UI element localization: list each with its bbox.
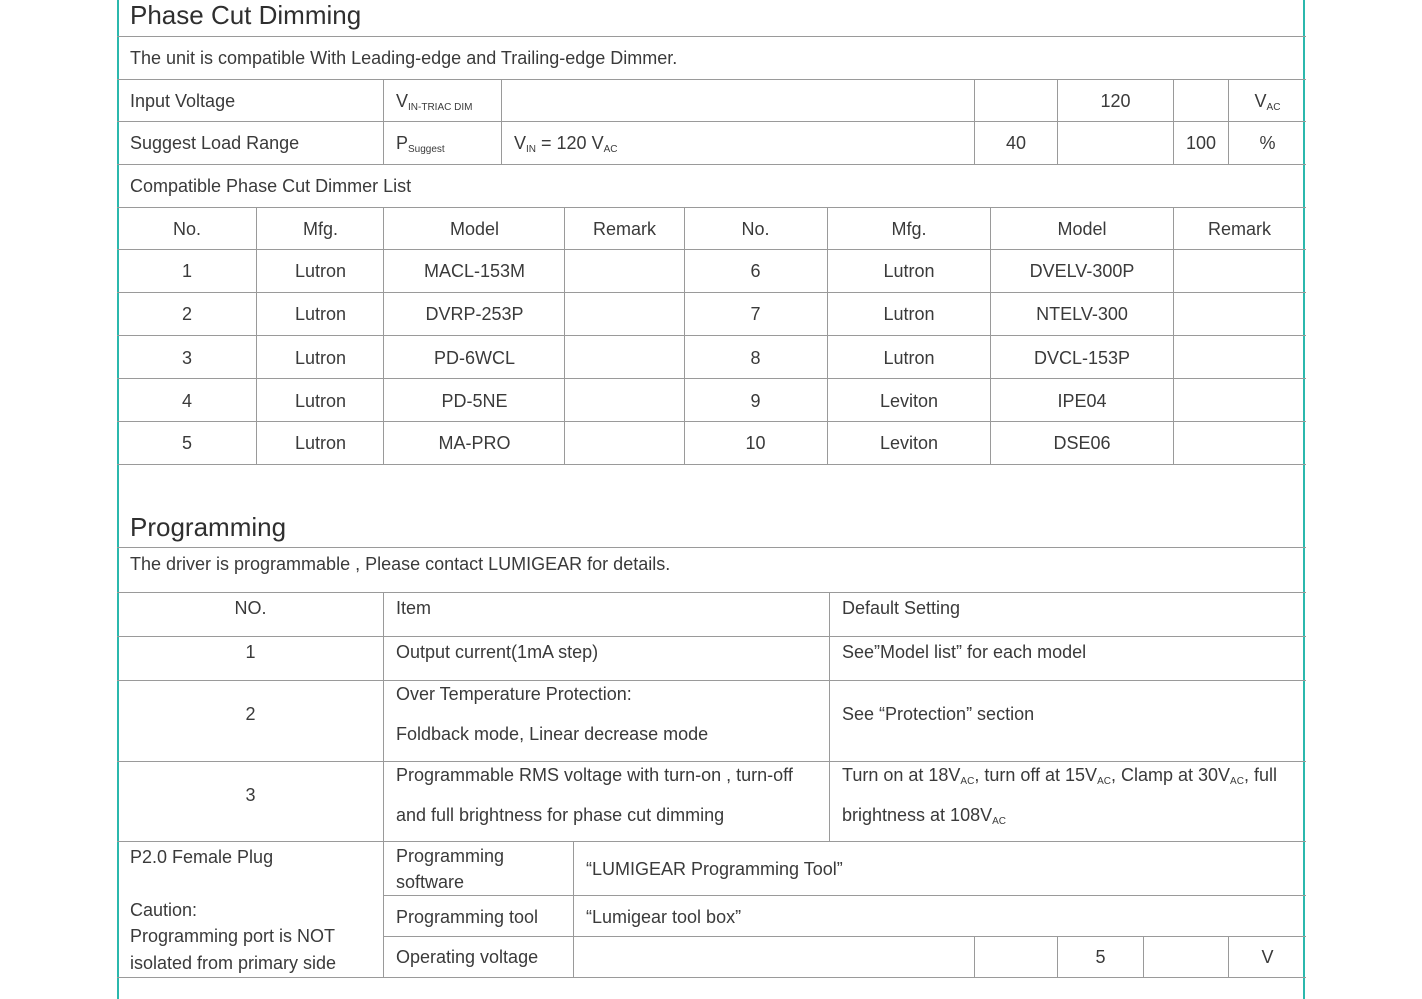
dimmer-no: 1: [181, 261, 192, 281]
dimmer-model: DVRP-253P: [425, 304, 524, 324]
col-header-mfg: Mfg.: [891, 219, 927, 239]
operating-voltage-unit: V: [1261, 947, 1274, 967]
prog-row-item-cont: and full brightness for phase cut dimming: [396, 805, 725, 825]
dimmer-model: MA-PRO: [438, 433, 511, 453]
load-range-symbol: $P_{Suggest}$: [396, 133, 445, 155]
prog-tool-value: “Lumigear tool box”: [586, 907, 742, 927]
col-header-no: No.: [172, 219, 201, 239]
caution-text: Programming port is NOT: [130, 926, 336, 946]
divider: [117, 36, 1306, 37]
divider: [117, 164, 1306, 165]
prog-row-no: 3: [245, 785, 256, 805]
dimmer-no: 7: [750, 304, 761, 324]
programming-title: Programming: [130, 512, 287, 542]
dimmer-no: 10: [745, 433, 766, 453]
dimmer-model: PD-6WCL: [433, 348, 515, 368]
prog-software-label: Programming software: [396, 846, 505, 892]
operating-voltage-label: Operating voltage: [396, 947, 539, 967]
prog-row-no: 1: [245, 642, 256, 662]
dimmer-mfg: Lutron: [294, 261, 347, 281]
dimmer-model: MACL-153M: [423, 261, 526, 281]
load-range-unit: %: [1259, 133, 1276, 153]
phase-compat-note: The unit is compatible With Leading-edge and Trailing-edge Dimmer.: [130, 48, 678, 68]
prog-header-default: Default Setting: [842, 598, 961, 618]
dimmer-mfg: Lutron: [294, 304, 347, 324]
col-header-no: No.: [741, 219, 770, 239]
dimmer-model: DSE06: [1053, 433, 1111, 453]
divider: [117, 121, 1306, 122]
dimmer-mfg: Leviton: [879, 433, 939, 453]
programming-note: The driver is programmable , Please contact LUMIGEAR for details.: [130, 554, 671, 574]
dimmer-no: 3: [181, 348, 192, 368]
dimmer-mfg: Lutron: [294, 348, 347, 368]
dimmer-no: 4: [181, 391, 192, 411]
dimmer-no: 6: [750, 261, 761, 281]
divider: [117, 207, 1306, 208]
input-voltage-max: 120: [1100, 91, 1131, 111]
load-range-min: 40: [1005, 133, 1027, 153]
prog-row-default-cont: brightness at $108V_{AC}$: [842, 805, 1007, 827]
dimmer-model: IPE04: [1057, 391, 1107, 411]
prog-row-item: Over Temperature Protection:: [396, 684, 632, 704]
plug-title: P2.0 Female Plug: [130, 847, 274, 867]
dimmer-list-title: Compatible Phase Cut Dimmer List: [130, 176, 412, 196]
prog-row-no: 2: [245, 704, 256, 724]
dimmer-no: 8: [750, 348, 761, 368]
dimmer-no: 9: [750, 391, 761, 411]
caution-text-cont: isolated from primary side: [130, 953, 337, 973]
dimmer-mfg: Lutron: [883, 348, 935, 368]
prog-row-default: See”Model list” for each model: [842, 642, 1087, 662]
divider: [117, 592, 1306, 593]
prog-row-default: See “Protection” section: [842, 704, 1035, 724]
dimmer-mfg: Lutron: [294, 391, 347, 411]
prog-header-no: NO.: [234, 598, 267, 618]
input-voltage-label: Input Voltage: [130, 91, 236, 111]
prog-header-item: Item: [396, 598, 432, 618]
dimmer-mfg: Lutron: [294, 433, 347, 453]
dimmer-model: NTELV-300: [1036, 304, 1128, 324]
dimmer-no: 2: [181, 304, 192, 324]
dimmer-model: PD-5NE: [441, 391, 508, 411]
load-range-label: Suggest Load Range: [130, 133, 300, 153]
prog-row-item: Programmable RMS voltage with turn-on , turn-off: [396, 765, 793, 785]
prog-tool-label: Programming tool: [396, 907, 539, 927]
col-header-remark: Remark: [592, 219, 656, 239]
prog-row-item-cont: Foldback mode, Linear decrease mode: [396, 724, 709, 744]
operating-voltage-value: 5: [1095, 947, 1106, 967]
dimmer-model: DVCL-153P: [1033, 348, 1131, 368]
dimmer-no: 5: [181, 433, 192, 453]
col-header-mfg: Mfg.: [302, 219, 338, 239]
caution-label: Caution:: [130, 900, 198, 920]
col-header-model: Model: [1057, 219, 1107, 239]
divider: [117, 547, 1306, 548]
input-voltage-symbol: $V_{IN-TRIAC DIM}$: [396, 91, 473, 113]
input-voltage-unit: $V_{AC}$: [1254, 91, 1281, 113]
dimmer-model: DVELV-300P: [1029, 261, 1135, 281]
prog-row-default: Turn on at $18V_{AC}$, turn off at $15V_{AC}$, Clamp at $30V_{AC}$, full: [842, 765, 1277, 787]
load-range-condition: $V_{IN} = 120$ $V_{AC}$: [514, 133, 618, 155]
dimmer-mfg: Lutron: [883, 304, 935, 324]
col-header-model: Model: [449, 219, 500, 239]
dimmer-mfg: Lutron: [883, 261, 935, 281]
dimmer-mfg: Leviton: [879, 391, 939, 411]
divider: [117, 79, 1306, 80]
col-header-remark: Remark: [1207, 219, 1271, 239]
phase-cut-title: Phase Cut Dimming: [130, 0, 362, 30]
prog-software-value: “LUMIGEAR Programming Tool”: [586, 859, 843, 879]
prog-row-item: Output current(1mA step): [396, 642, 599, 662]
load-range-max: 100: [1185, 133, 1217, 153]
